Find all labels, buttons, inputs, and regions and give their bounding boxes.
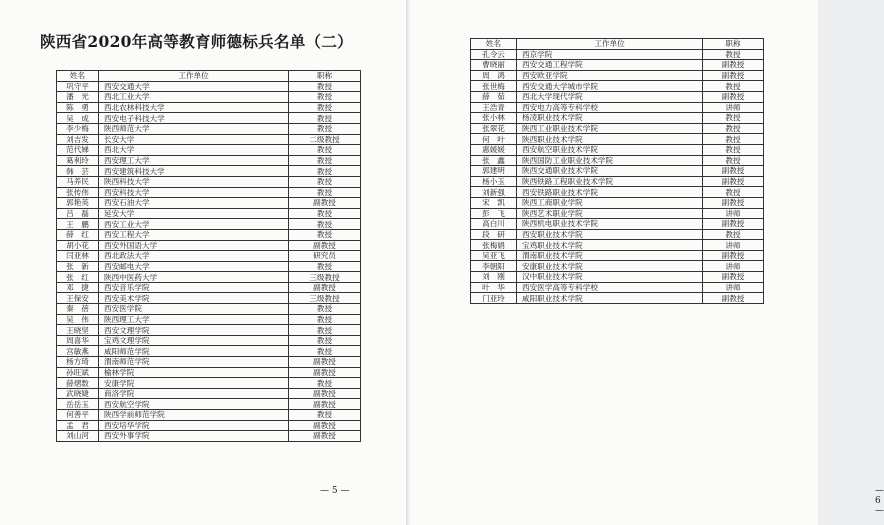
table-row — [57, 145, 361, 156]
cell-unit: 西安交通大学城市学院 — [517, 81, 703, 92]
cell-name: 张传伟 — [57, 187, 99, 198]
cell-name: 马养民 — [57, 176, 99, 187]
cell-title: 教授 — [289, 102, 361, 113]
cell-unit: 陕西中医药大学 — [99, 272, 289, 283]
cell-unit: 宝鸡职业技术学院 — [517, 240, 703, 251]
cell-name: 王 鹏 — [57, 219, 99, 230]
cell-name: 邓 捷 — [57, 282, 99, 293]
cell-name: 张 新 — [57, 261, 99, 272]
cell-title: 教授 — [289, 314, 361, 325]
cell-name: 秦 蓓 — [57, 304, 99, 315]
cell-title: 副教授 — [703, 250, 764, 261]
cell-name: 何 叶 — [471, 134, 517, 145]
cell-unit: 西安交通工程学院 — [517, 60, 703, 71]
cell-title: 教授 — [289, 208, 361, 219]
cell-title: 副教授 — [703, 293, 764, 304]
cell-title: 副教授 — [289, 431, 361, 442]
cell-unit: 陕西职业技术学院 — [517, 134, 703, 145]
cell-title: 教授 — [289, 176, 361, 187]
cell-unit: 咸阳职业技术学院 — [517, 293, 703, 304]
cell-title: 副教授 — [703, 219, 764, 230]
cell-title: 教授 — [703, 113, 764, 124]
table-row — [471, 176, 764, 187]
cell-name: 薛熠数 — [57, 378, 99, 389]
cell-name: 吴亚飞 — [471, 250, 517, 261]
cell-unit: 陕西交通职业技术学院 — [517, 166, 703, 177]
table-row — [471, 49, 764, 60]
cell-title: 教授 — [289, 229, 361, 240]
cell-name: 惠媛媛 — [471, 144, 517, 155]
cell-unit: 安康学院 — [99, 378, 289, 389]
cell-unit: 咸阳师范学院 — [99, 346, 289, 357]
cell-unit: 西安邮电大学 — [99, 261, 289, 272]
cell-title: 副教授 — [703, 70, 764, 81]
cell-name: 杨小玉 — [471, 176, 517, 187]
cell-name: 范代娣 — [57, 145, 99, 156]
cell-title: 三级教授 — [289, 293, 361, 304]
cell-title: 副教授 — [703, 272, 764, 283]
header-name: 姓名 — [471, 39, 517, 50]
cell-unit: 陕西机电职业技术学院 — [517, 219, 703, 230]
cell-name: 张世梅 — [471, 81, 517, 92]
table-row — [57, 261, 361, 272]
table-row — [57, 240, 361, 251]
cell-unit: 西安美术学院 — [99, 293, 289, 304]
header-unit: 工作单位 — [99, 71, 289, 82]
cell-title: 教授 — [289, 92, 361, 103]
cell-unit: 西安文理学院 — [99, 325, 289, 336]
cell-unit: 西安音乐学院 — [99, 282, 289, 293]
cell-unit: 西安石油大学 — [99, 198, 289, 209]
cell-title: 副教授 — [289, 420, 361, 431]
cell-unit: 西安交通大学 — [99, 81, 289, 92]
cell-name: 高白川 — [471, 219, 517, 230]
cell-unit: 延安大学 — [99, 208, 289, 219]
table-row — [471, 155, 764, 166]
table-row — [57, 219, 361, 230]
table-row — [57, 198, 361, 209]
header-unit: 工作单位 — [517, 39, 703, 50]
table-row — [57, 420, 361, 431]
table-row — [471, 70, 764, 81]
cell-title: 教授 — [289, 410, 361, 421]
cell-unit: 陕西学前师范学院 — [99, 410, 289, 421]
cell-name: 王保安 — [57, 293, 99, 304]
cell-name: 曹晓丽 — [471, 60, 517, 71]
table-row — [57, 410, 361, 421]
table-row — [57, 166, 361, 177]
cell-title: 二级教授 — [289, 134, 361, 145]
table-row — [57, 325, 361, 336]
table-row — [57, 123, 361, 134]
cell-name: 张翠花 — [471, 123, 517, 134]
cell-unit: 西北农林科技大学 — [99, 102, 289, 113]
cell-unit: 西安培华学院 — [99, 420, 289, 431]
table-row — [57, 272, 361, 283]
cell-unit: 西安职业技术学院 — [517, 229, 703, 240]
cell-unit: 宝鸡文理学院 — [99, 335, 289, 346]
header-name: 姓名 — [57, 71, 99, 82]
cell-title: 讲师 — [703, 282, 764, 293]
table-row — [471, 166, 764, 177]
cell-title: 教授 — [703, 49, 764, 60]
cell-unit: 陕西国防工业职业技术学院 — [517, 155, 703, 166]
honor-table-left — [56, 70, 361, 442]
table-row — [57, 251, 361, 262]
cell-unit: 西安医学院 — [99, 304, 289, 315]
cell-name: 彭 飞 — [471, 208, 517, 219]
cell-unit: 西安医学高等专科学校 — [517, 282, 703, 293]
page-left — [0, 0, 408, 525]
table-row — [471, 113, 764, 124]
cell-name: 张 鑫 — [471, 155, 517, 166]
cell-name: 吴 成 — [57, 113, 99, 124]
table-row — [471, 144, 764, 155]
cell-title: 教授 — [289, 335, 361, 346]
cell-name: 张梅娟 — [471, 240, 517, 251]
cell-name: 孙旺斌 — [57, 367, 99, 378]
cell-unit: 榆林学院 — [99, 367, 289, 378]
cell-name: 刘 刚 — [471, 272, 517, 283]
cell-name: 周 鸿 — [471, 70, 517, 81]
cell-title: 副教授 — [289, 367, 361, 378]
cell-name: 刘新强 — [471, 187, 517, 198]
table-row — [471, 197, 764, 208]
page-number: — 6 — — [875, 486, 884, 516]
table-row — [57, 113, 361, 124]
table-row — [57, 304, 361, 315]
cell-name: 段 研 — [471, 229, 517, 240]
cell-name: 薛 茹 — [471, 91, 517, 102]
table-row — [471, 250, 764, 261]
cell-unit: 陕西科技大学 — [99, 176, 289, 187]
cell-unit: 西北大学 — [99, 145, 289, 156]
cell-name: 吴 伟 — [57, 314, 99, 325]
cell-unit: 西安科技大学 — [99, 187, 289, 198]
cell-name: 门亚玲 — [471, 293, 517, 304]
table-row — [57, 357, 361, 368]
cell-unit: 西北大学现代学院 — [517, 91, 703, 102]
table-row — [57, 282, 361, 293]
cell-title: 研究员 — [289, 251, 361, 262]
cell-unit: 西安建筑科技大学 — [99, 166, 289, 177]
cell-title: 副教授 — [703, 176, 764, 187]
cell-name: 闫亚林 — [57, 251, 99, 262]
table-row — [57, 229, 361, 240]
cell-unit: 西安欧亚学院 — [517, 70, 703, 81]
table-row — [471, 261, 764, 272]
cell-unit: 安康职业技术学院 — [517, 261, 703, 272]
cell-name: 张小林 — [471, 113, 517, 124]
cell-title: 教授 — [703, 144, 764, 155]
cell-name: 韩 芸 — [57, 166, 99, 177]
cell-title: 教授 — [289, 113, 361, 124]
cell-title: 教授 — [703, 155, 764, 166]
table-row — [471, 293, 764, 304]
page-number: — 5 — — [320, 486, 350, 496]
cell-unit: 陕西工业职业技术学院 — [517, 123, 703, 134]
table-row — [471, 91, 764, 102]
table-row — [57, 92, 361, 103]
cell-title: 副教授 — [289, 198, 361, 209]
cell-name: 叶 华 — [471, 282, 517, 293]
cell-title: 教授 — [289, 166, 361, 177]
cell-title: 副教授 — [703, 166, 764, 177]
cell-unit: 陕西师范大学 — [99, 123, 289, 134]
table-row — [57, 314, 361, 325]
cell-title: 讲师 — [703, 208, 764, 219]
table-row — [57, 81, 361, 92]
cell-unit: 长安大学 — [99, 134, 289, 145]
table-row — [471, 187, 764, 198]
header-title: 职称 — [703, 39, 764, 50]
table-row — [57, 134, 361, 145]
cell-title: 副教授 — [289, 240, 361, 251]
cell-name: 宋 凯 — [471, 197, 517, 208]
cell-title: 讲师 — [703, 240, 764, 251]
cell-title: 副教授 — [289, 357, 361, 368]
document-title: 陕西省2020年高等教育师德标兵名单（二） — [40, 32, 353, 51]
cell-name: 巩守平 — [57, 81, 99, 92]
cell-name: 李少梅 — [57, 123, 99, 134]
cell-name: 陈 勇 — [57, 102, 99, 113]
cell-title: 教授 — [289, 187, 361, 198]
table-row — [57, 187, 361, 198]
cell-unit: 杨凌职业技术学院 — [517, 113, 703, 124]
table-row — [57, 335, 361, 346]
cell-title: 教授 — [289, 378, 361, 389]
cell-title: 讲师 — [703, 102, 764, 113]
cell-unit: 西安航空职业技术学院 — [517, 144, 703, 155]
table-header-row — [471, 39, 764, 50]
cell-unit: 西安电子科技大学 — [99, 113, 289, 124]
cell-title: 教授 — [289, 145, 361, 156]
table-row — [471, 123, 764, 134]
cell-unit: 商洛学院 — [99, 388, 289, 399]
cell-title: 教授 — [289, 155, 361, 166]
cell-unit: 渭南师范学院 — [99, 357, 289, 368]
cell-name: 王浩青 — [471, 102, 517, 113]
table-row — [471, 282, 764, 293]
table-row — [57, 293, 361, 304]
cell-title: 副教授 — [289, 282, 361, 293]
cell-title: 副教授 — [289, 399, 361, 410]
cell-title: 教授 — [289, 123, 361, 134]
cell-title: 讲师 — [703, 261, 764, 272]
cell-name: 李朝阳 — [471, 261, 517, 272]
cell-title: 教授 — [289, 346, 361, 357]
cell-unit: 西安电力高等专科学校 — [517, 102, 703, 113]
cell-title: 教授 — [703, 123, 764, 134]
cell-name: 郭艳英 — [57, 198, 99, 209]
cell-title: 教授 — [289, 304, 361, 315]
cell-name: 张 红 — [57, 272, 99, 283]
header-title: 职称 — [289, 71, 361, 82]
cell-unit: 陕西理工大学 — [99, 314, 289, 325]
cell-unit: 渭南职业技术学院 — [517, 250, 703, 261]
cell-name: 武晓婕 — [57, 388, 99, 399]
cell-title: 教授 — [703, 81, 764, 92]
honor-table-right — [470, 38, 764, 304]
table-row — [57, 176, 361, 187]
cell-name: 孟 君 — [57, 420, 99, 431]
cell-unit: 西安工程大学 — [99, 229, 289, 240]
table-row — [57, 102, 361, 113]
cell-title: 教授 — [289, 81, 361, 92]
cell-title: 教授 — [289, 325, 361, 336]
cell-unit: 陕西工商职业学院 — [517, 197, 703, 208]
table-row — [471, 229, 764, 240]
cell-title: 副教授 — [289, 388, 361, 399]
cell-name: 胡小花 — [57, 240, 99, 251]
cell-unit: 西安理工大学 — [99, 155, 289, 166]
cell-name: 何善平 — [57, 410, 99, 421]
cell-name: 吕 磊 — [57, 208, 99, 219]
cell-name: 刘山河 — [57, 431, 99, 442]
cell-name: 葛利玲 — [57, 155, 99, 166]
cell-title: 教授 — [703, 134, 764, 145]
cell-name: 宫敏燕 — [57, 346, 99, 357]
table-row — [471, 134, 764, 145]
table-row — [57, 367, 361, 378]
cell-name: 郭建明 — [471, 166, 517, 177]
cell-name: 岳岳玉 — [57, 399, 99, 410]
cell-title: 副教授 — [703, 91, 764, 102]
cell-unit: 西京学院 — [517, 49, 703, 60]
cell-title: 教授 — [289, 219, 361, 230]
table-header-row — [57, 71, 361, 82]
table-row — [471, 208, 764, 219]
cell-name: 薛 红 — [57, 229, 99, 240]
cell-name: 潘 光 — [57, 92, 99, 103]
cell-unit: 陕西艺术职业学院 — [517, 208, 703, 219]
cell-unit: 陕西铁路工程职业技术学院 — [517, 176, 703, 187]
cell-unit: 汉中职业技术学院 — [517, 272, 703, 283]
table-row — [57, 399, 361, 410]
cell-unit: 西安工业大学 — [99, 219, 289, 230]
cell-unit: 西安铁路职业技术学院 — [517, 187, 703, 198]
cell-title: 教授 — [703, 187, 764, 198]
table-row — [57, 346, 361, 357]
cell-title: 副教授 — [703, 60, 764, 71]
table-row — [57, 155, 361, 166]
cell-unit: 西安外国语大学 — [99, 240, 289, 251]
cell-unit: 西北政法大学 — [99, 251, 289, 262]
cell-title: 三级教授 — [289, 272, 361, 283]
table-row — [57, 208, 361, 219]
table-row — [471, 102, 764, 113]
cell-name: 王晓坚 — [57, 325, 99, 336]
cell-unit: 西北工业大学 — [99, 92, 289, 103]
cell-unit: 西安外事学院 — [99, 431, 289, 442]
cell-name: 杨方琦 — [57, 357, 99, 368]
cell-name: 刘吉发 — [57, 134, 99, 145]
cell-title: 副教授 — [703, 197, 764, 208]
table-row — [471, 272, 764, 283]
table-row — [471, 81, 764, 92]
table-row — [471, 240, 764, 251]
cell-unit: 西安航空学院 — [99, 399, 289, 410]
table-row — [57, 388, 361, 399]
cell-title: 教授 — [703, 229, 764, 240]
cell-name: 孔令云 — [471, 49, 517, 60]
table-row — [57, 431, 361, 442]
cell-title: 教授 — [289, 261, 361, 272]
table-row — [471, 60, 764, 71]
table-row — [471, 219, 764, 230]
table-row — [57, 378, 361, 389]
cell-name: 周喜华 — [57, 335, 99, 346]
